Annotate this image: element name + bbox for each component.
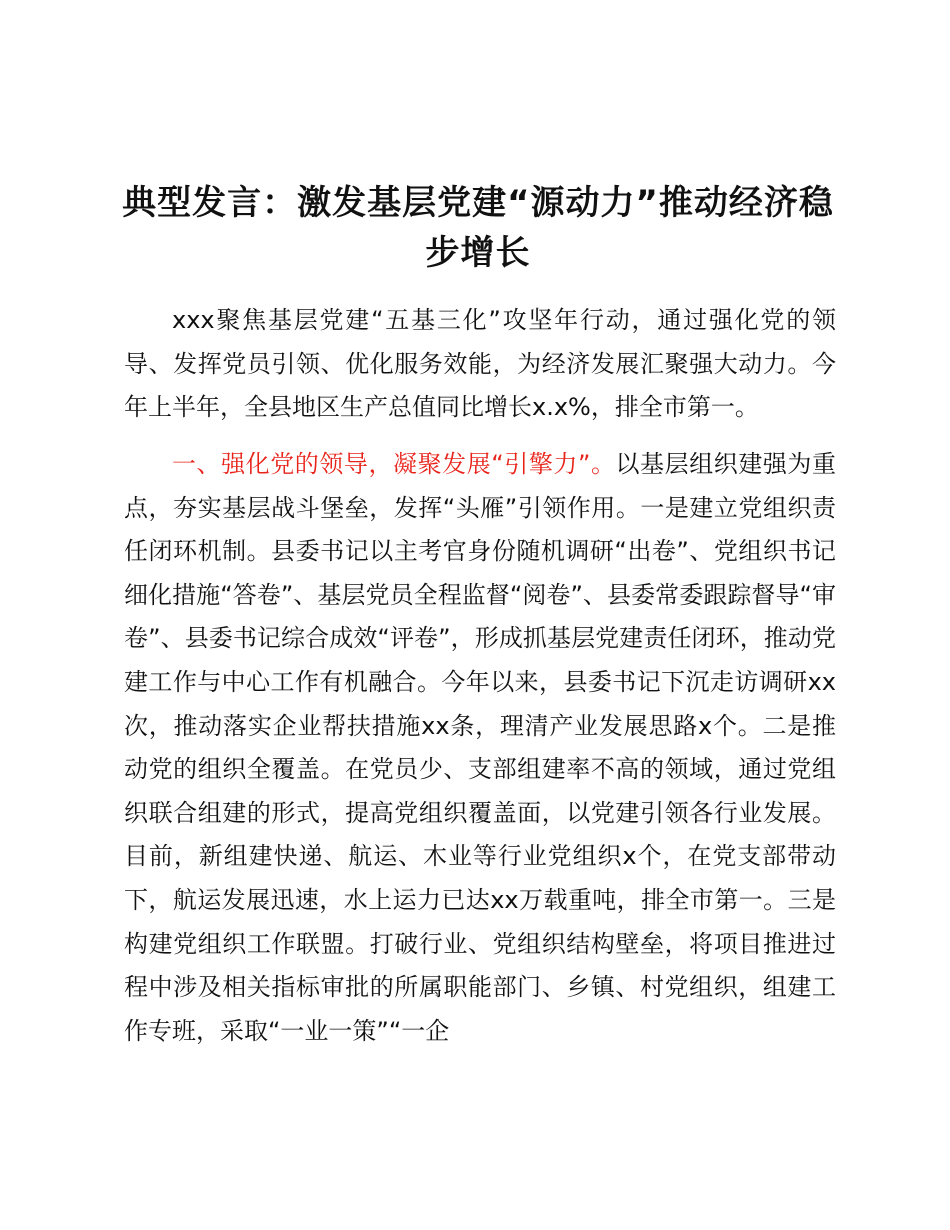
section-1-heading: 一、强化党的领导，凝聚发展“引擎力”。: [172, 450, 616, 478]
section-1-paragraph: [124, 443, 836, 1053]
intro-paragraph: xxx聚焦基层党建“五基三化”攻坚年行动，通过强化党的领导、发挥党员引领、优化服务效能，为经济发展汇聚强大动力。今年上半年，全县地区生产总值同比增长x.x%，排全市第一。: [124, 306, 836, 422]
section-1-body: 以基层组织建强为重点，夯实基层战斗堡垒，发挥“头雁”引领作用。一是建立党组织责任闭环机制。县委书记以主考官身份随机调研“出卷”、党组织书记细化措施“答卷”、基层党员全程监督“阅卷”、县委常委跟踪督导“审卷”、县委书记综合成效“评卷”，形成抓基层党建责任闭环，推动党建工作与中心工作有机融合。今年以来，县委书记下沉走访调研xx次，推动落实企业帮扶措施xx条，理清产业发展思路x个。二是推动党的组织全覆盖。在党员少、支部组建率不高的领域，通过党组织联合组建的形式，提高党组织覆盖面，以党建引领各行业发展。目前，新组建快递、航运、木业等行业党组织x个，在党支部带动下，航运发展迅速，水上运力已达xx万载重吨，排全市第一。三是构建党组织工作联盟。打破行业、党组织结构壁垒，将项目推进过程中涉及相关指标审批的所属职能部门、乡镇、村党组织，组建工作专班，采取“一业一策”“一企: [124, 450, 836, 1045]
document-title: 典型发言：激发基层党建“源动力”推动经济稳步增长: [122, 183, 834, 273]
